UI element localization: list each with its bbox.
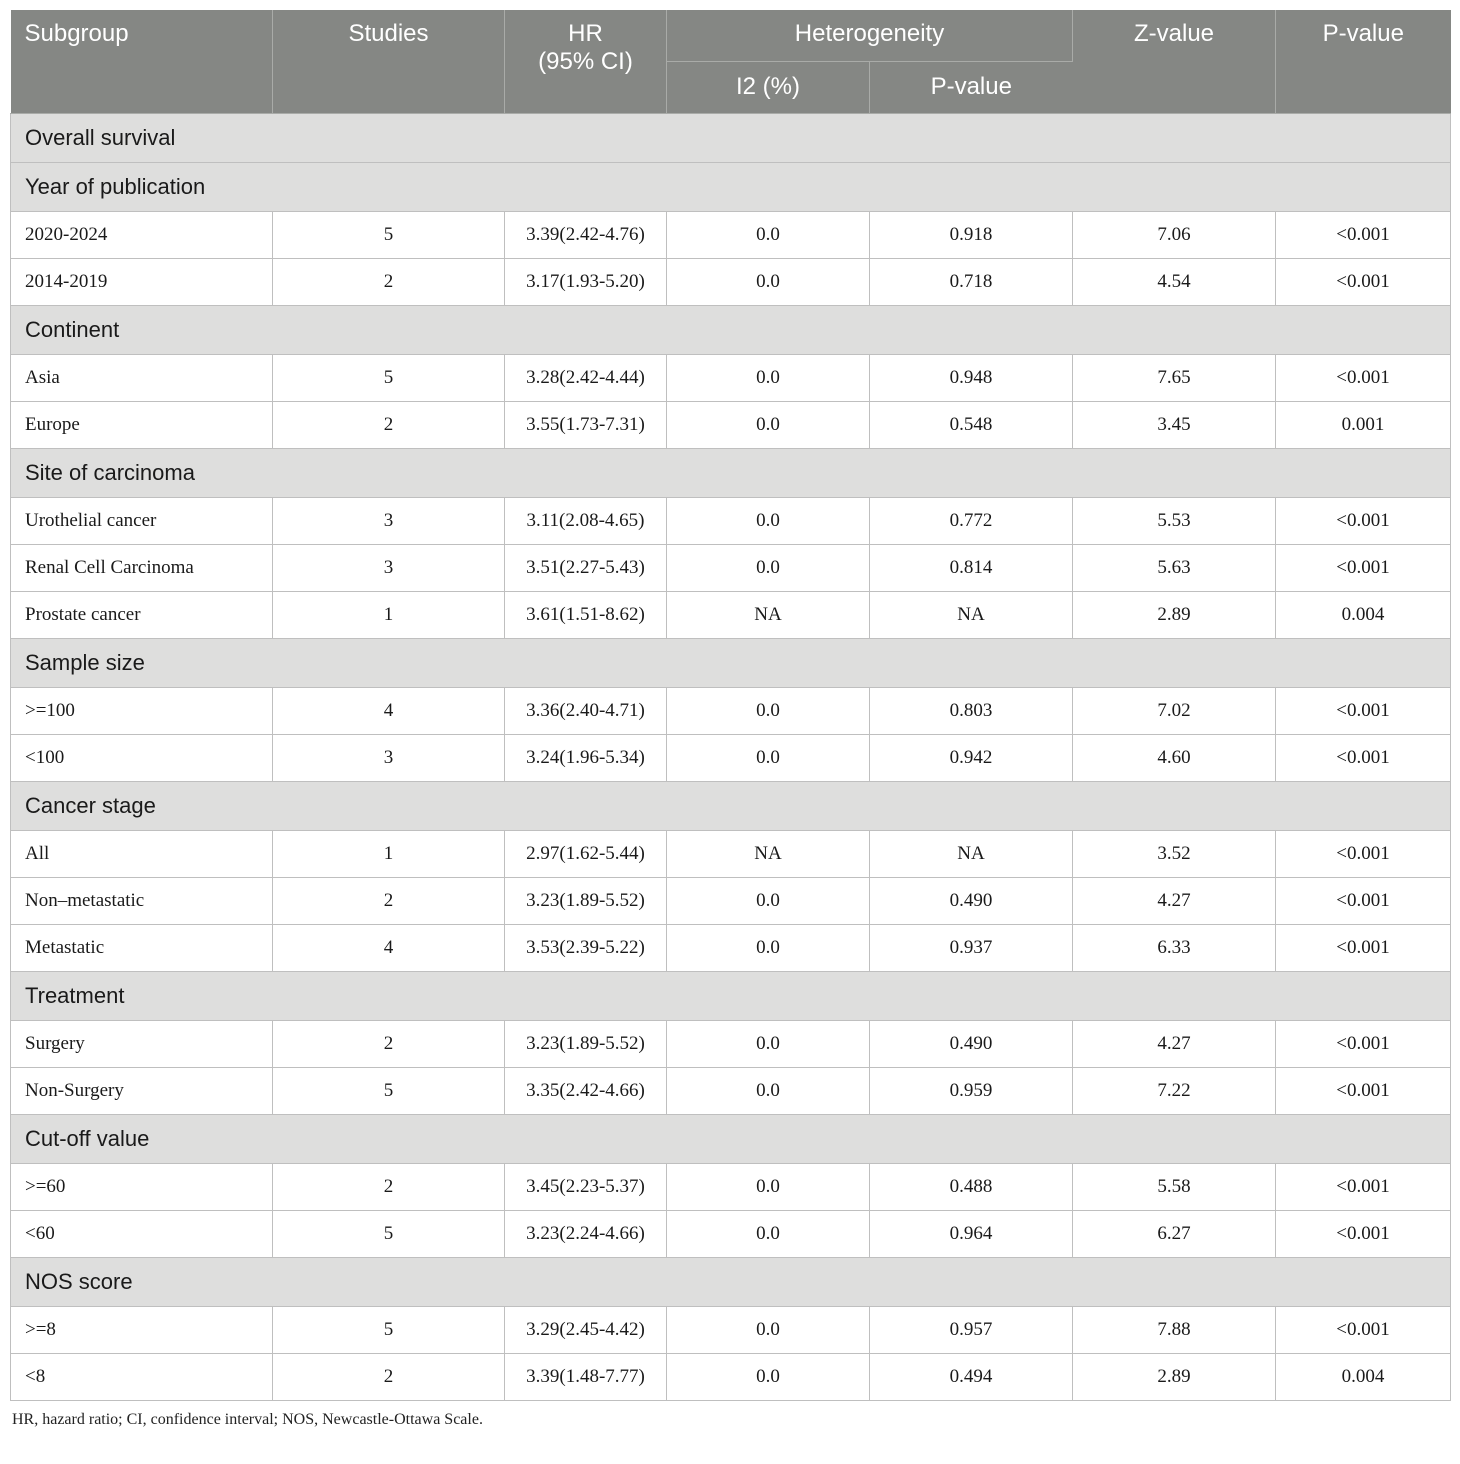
group-header-row — [11, 305, 1451, 354]
z-value-cell: 4.60 — [1073, 734, 1276, 781]
p-value-cell: <0.001 — [1276, 1306, 1451, 1353]
i2-cell: 0.0 — [667, 211, 870, 258]
group-title: Continent — [11, 305, 1451, 354]
hr-cell: 3.24(1.96-5.34) — [505, 734, 667, 781]
table-row — [11, 211, 1451, 258]
z-value-cell: 7.22 — [1073, 1067, 1276, 1114]
studies-cell: 4 — [273, 687, 505, 734]
table-row — [11, 591, 1451, 638]
studies-cell: 2 — [273, 1163, 505, 1210]
heterogeneity-p-cell: 0.942 — [870, 734, 1073, 781]
group-title: Site of carcinoma — [11, 448, 1451, 497]
header-heterogeneity-p-value: P-value — [870, 61, 1073, 113]
studies-cell: 3 — [273, 497, 505, 544]
i2-cell: 0.0 — [667, 877, 870, 924]
heterogeneity-p-cell: 0.490 — [870, 877, 1073, 924]
subgroup-analysis-table-container — [10, 10, 1450, 1429]
i2-cell: 0.0 — [667, 687, 870, 734]
hr-cell: 3.29(2.45-4.42) — [505, 1306, 667, 1353]
heterogeneity-p-cell: 0.948 — [870, 354, 1073, 401]
i2-cell: 0.0 — [667, 401, 870, 448]
studies-cell: 3 — [273, 734, 505, 781]
studies-cell: 5 — [273, 1210, 505, 1257]
subgroup-label-cell: >=60 — [11, 1163, 273, 1210]
table-row — [11, 258, 1451, 305]
hr-cell: 3.17(1.93-5.20) — [505, 258, 667, 305]
group-header-row — [11, 448, 1451, 497]
z-value-cell: 6.33 — [1073, 924, 1276, 971]
hr-cell: 3.28(2.42-4.44) — [505, 354, 667, 401]
p-value-cell: <0.001 — [1276, 1163, 1451, 1210]
i2-cell: NA — [667, 591, 870, 638]
group-header-row — [11, 162, 1451, 211]
table-row — [11, 401, 1451, 448]
group-header-row — [11, 1114, 1451, 1163]
z-value-cell: 4.27 — [1073, 1020, 1276, 1067]
group-header-row — [11, 638, 1451, 687]
studies-cell: 2 — [273, 1353, 505, 1400]
table-body — [11, 113, 1451, 1400]
i2-cell: 0.0 — [667, 497, 870, 544]
p-value-cell: <0.001 — [1276, 211, 1451, 258]
i2-cell: 0.0 — [667, 1020, 870, 1067]
i2-cell: 0.0 — [667, 258, 870, 305]
z-value-cell: 4.54 — [1073, 258, 1276, 305]
subgroup-label-cell: Urothelial cancer — [11, 497, 273, 544]
table-row — [11, 1210, 1451, 1257]
z-value-cell: 6.27 — [1073, 1210, 1276, 1257]
hr-cell: 3.23(2.24-4.66) — [505, 1210, 667, 1257]
hr-cell: 3.39(2.42-4.76) — [505, 211, 667, 258]
i2-cell: 0.0 — [667, 1210, 870, 1257]
table-row — [11, 1020, 1451, 1067]
hr-cell: 3.45(2.23-5.37) — [505, 1163, 667, 1210]
studies-cell: 2 — [273, 258, 505, 305]
group-title: Cut-off value — [11, 1114, 1451, 1163]
subgroup-label-cell: >=8 — [11, 1306, 273, 1353]
subgroup-label-cell: Surgery — [11, 1020, 273, 1067]
z-value-cell: 3.52 — [1073, 830, 1276, 877]
z-value-cell: 5.58 — [1073, 1163, 1276, 1210]
header-hr — [505, 10, 667, 113]
heterogeneity-p-cell: 0.959 — [870, 1067, 1073, 1114]
studies-cell: 5 — [273, 1306, 505, 1353]
table-header — [11, 10, 1451, 113]
heterogeneity-p-cell: 0.488 — [870, 1163, 1073, 1210]
p-value-cell: <0.001 — [1276, 1020, 1451, 1067]
group-header-row — [11, 1257, 1451, 1306]
header-heterogeneity: Heterogeneity — [667, 10, 1073, 61]
subgroup-label-cell: Renal Cell Carcinoma — [11, 544, 273, 591]
hr-cell: 3.35(2.42-4.66) — [505, 1067, 667, 1114]
z-value-cell: 2.89 — [1073, 1353, 1276, 1400]
section-row-overall-survival — [11, 113, 1451, 162]
header-hr-line1: HR — [568, 20, 603, 47]
hr-cell: 3.36(2.40-4.71) — [505, 687, 667, 734]
studies-cell: 2 — [273, 877, 505, 924]
table-row — [11, 1353, 1451, 1400]
subgroup-label-cell: Non–metastatic — [11, 877, 273, 924]
z-value-cell: 5.53 — [1073, 497, 1276, 544]
header-i2: I2 (%) — [667, 61, 870, 113]
table-row — [11, 830, 1451, 877]
table-row — [11, 924, 1451, 971]
p-value-cell: <0.001 — [1276, 354, 1451, 401]
subgroup-label-cell: All — [11, 830, 273, 877]
hr-cell: 3.55(1.73-7.31) — [505, 401, 667, 448]
header-subgroup: Subgroup — [11, 10, 273, 113]
studies-cell: 3 — [273, 544, 505, 591]
hr-cell: 3.51(2.27-5.43) — [505, 544, 667, 591]
p-value-cell: <0.001 — [1276, 258, 1451, 305]
table-row — [11, 497, 1451, 544]
hr-cell: 3.39(1.48-7.77) — [505, 1353, 667, 1400]
i2-cell: 0.0 — [667, 1306, 870, 1353]
i2-cell: 0.0 — [667, 354, 870, 401]
subgroup-label-cell: Asia — [11, 354, 273, 401]
studies-cell: 4 — [273, 924, 505, 971]
subgroup-label-cell: >=100 — [11, 687, 273, 734]
subgroup-label-cell: Europe — [11, 401, 273, 448]
table-row — [11, 687, 1451, 734]
group-title: Cancer stage — [11, 781, 1451, 830]
heterogeneity-p-cell: 0.957 — [870, 1306, 1073, 1353]
heterogeneity-p-cell: NA — [870, 830, 1073, 877]
table-row — [11, 734, 1451, 781]
group-title: Treatment — [11, 971, 1451, 1020]
studies-cell: 5 — [273, 1067, 505, 1114]
hr-cell: 3.23(1.89-5.52) — [505, 1020, 667, 1067]
section-label: Overall survival — [11, 113, 1451, 162]
p-value-cell: <0.001 — [1276, 734, 1451, 781]
subgroup-label-cell: 2020-2024 — [11, 211, 273, 258]
table-row — [11, 354, 1451, 401]
heterogeneity-p-cell: 0.814 — [870, 544, 1073, 591]
z-value-cell: 7.88 — [1073, 1306, 1276, 1353]
heterogeneity-p-cell: 0.937 — [870, 924, 1073, 971]
z-value-cell: 3.45 — [1073, 401, 1276, 448]
table-footnote: HR, hazard ratio; CI, confidence interval; NOS, Newcastle-Ottawa Scale. — [12, 1410, 483, 1428]
hr-cell: 3.11(2.08-4.65) — [505, 497, 667, 544]
heterogeneity-p-cell: 0.718 — [870, 258, 1073, 305]
studies-cell: 2 — [273, 401, 505, 448]
table-row — [11, 877, 1451, 924]
i2-cell: 0.0 — [667, 924, 870, 971]
group-title: Sample size — [11, 638, 1451, 687]
i2-cell: 0.0 — [667, 1067, 870, 1114]
heterogeneity-p-cell: NA — [870, 591, 1073, 638]
studies-cell: 2 — [273, 1020, 505, 1067]
i2-cell: 0.0 — [667, 544, 870, 591]
i2-cell: NA — [667, 830, 870, 877]
p-value-cell: 0.004 — [1276, 591, 1451, 638]
header-hr-line2: (95% CI) — [538, 48, 633, 75]
header-p-value: P-value — [1276, 10, 1451, 113]
p-value-cell: 0.004 — [1276, 1353, 1451, 1400]
p-value-cell: <0.001 — [1276, 497, 1451, 544]
table-row — [11, 544, 1451, 591]
p-value-cell: <0.001 — [1276, 877, 1451, 924]
subgroup-label-cell: <60 — [11, 1210, 273, 1257]
table-row — [11, 1067, 1451, 1114]
hr-cell: 3.53(2.39-5.22) — [505, 924, 667, 971]
hr-cell: 3.61(1.51-8.62) — [505, 591, 667, 638]
heterogeneity-p-cell: 0.490 — [870, 1020, 1073, 1067]
subgroup-label-cell: Non-Surgery — [11, 1067, 273, 1114]
heterogeneity-p-cell: 0.772 — [870, 497, 1073, 544]
subgroup-label-cell: <100 — [11, 734, 273, 781]
z-value-cell: 2.89 — [1073, 591, 1276, 638]
heterogeneity-p-cell: 0.803 — [870, 687, 1073, 734]
hr-cell: 2.97(1.62-5.44) — [505, 830, 667, 877]
subgroup-label-cell: Metastatic — [11, 924, 273, 971]
i2-cell: 0.0 — [667, 1163, 870, 1210]
i2-cell: 0.0 — [667, 734, 870, 781]
studies-cell: 5 — [273, 354, 505, 401]
p-value-cell: <0.001 — [1276, 1210, 1451, 1257]
heterogeneity-p-cell: 0.548 — [870, 401, 1073, 448]
heterogeneity-p-cell: 0.494 — [870, 1353, 1073, 1400]
p-value-cell: 0.001 — [1276, 401, 1451, 448]
p-value-cell: <0.001 — [1276, 924, 1451, 971]
z-value-cell: 7.06 — [1073, 211, 1276, 258]
subgroup-label-cell: 2014-2019 — [11, 258, 273, 305]
hr-cell: 3.23(1.89-5.52) — [505, 877, 667, 924]
p-value-cell: <0.001 — [1276, 544, 1451, 591]
z-value-cell: 5.63 — [1073, 544, 1276, 591]
group-header-row — [11, 971, 1451, 1020]
z-value-cell: 7.65 — [1073, 354, 1276, 401]
p-value-cell: <0.001 — [1276, 1067, 1451, 1114]
subgroup-analysis-table — [10, 10, 1451, 1401]
group-header-row — [11, 781, 1451, 830]
studies-cell: 1 — [273, 830, 505, 877]
z-value-cell: 4.27 — [1073, 877, 1276, 924]
heterogeneity-p-cell: 0.918 — [870, 211, 1073, 258]
p-value-cell: <0.001 — [1276, 687, 1451, 734]
studies-cell: 1 — [273, 591, 505, 638]
p-value-cell: <0.001 — [1276, 830, 1451, 877]
group-title: NOS score — [11, 1257, 1451, 1306]
subgroup-label-cell: Prostate cancer — [11, 591, 273, 638]
studies-cell: 5 — [273, 211, 505, 258]
subgroup-label-cell: <8 — [11, 1353, 273, 1400]
header-studies: Studies — [273, 10, 505, 113]
header-z-value: Z-value — [1073, 10, 1276, 113]
table-row — [11, 1306, 1451, 1353]
group-title: Year of publication — [11, 162, 1451, 211]
i2-cell: 0.0 — [667, 1353, 870, 1400]
z-value-cell: 7.02 — [1073, 687, 1276, 734]
heterogeneity-p-cell: 0.964 — [870, 1210, 1073, 1257]
table-row — [11, 1163, 1451, 1210]
